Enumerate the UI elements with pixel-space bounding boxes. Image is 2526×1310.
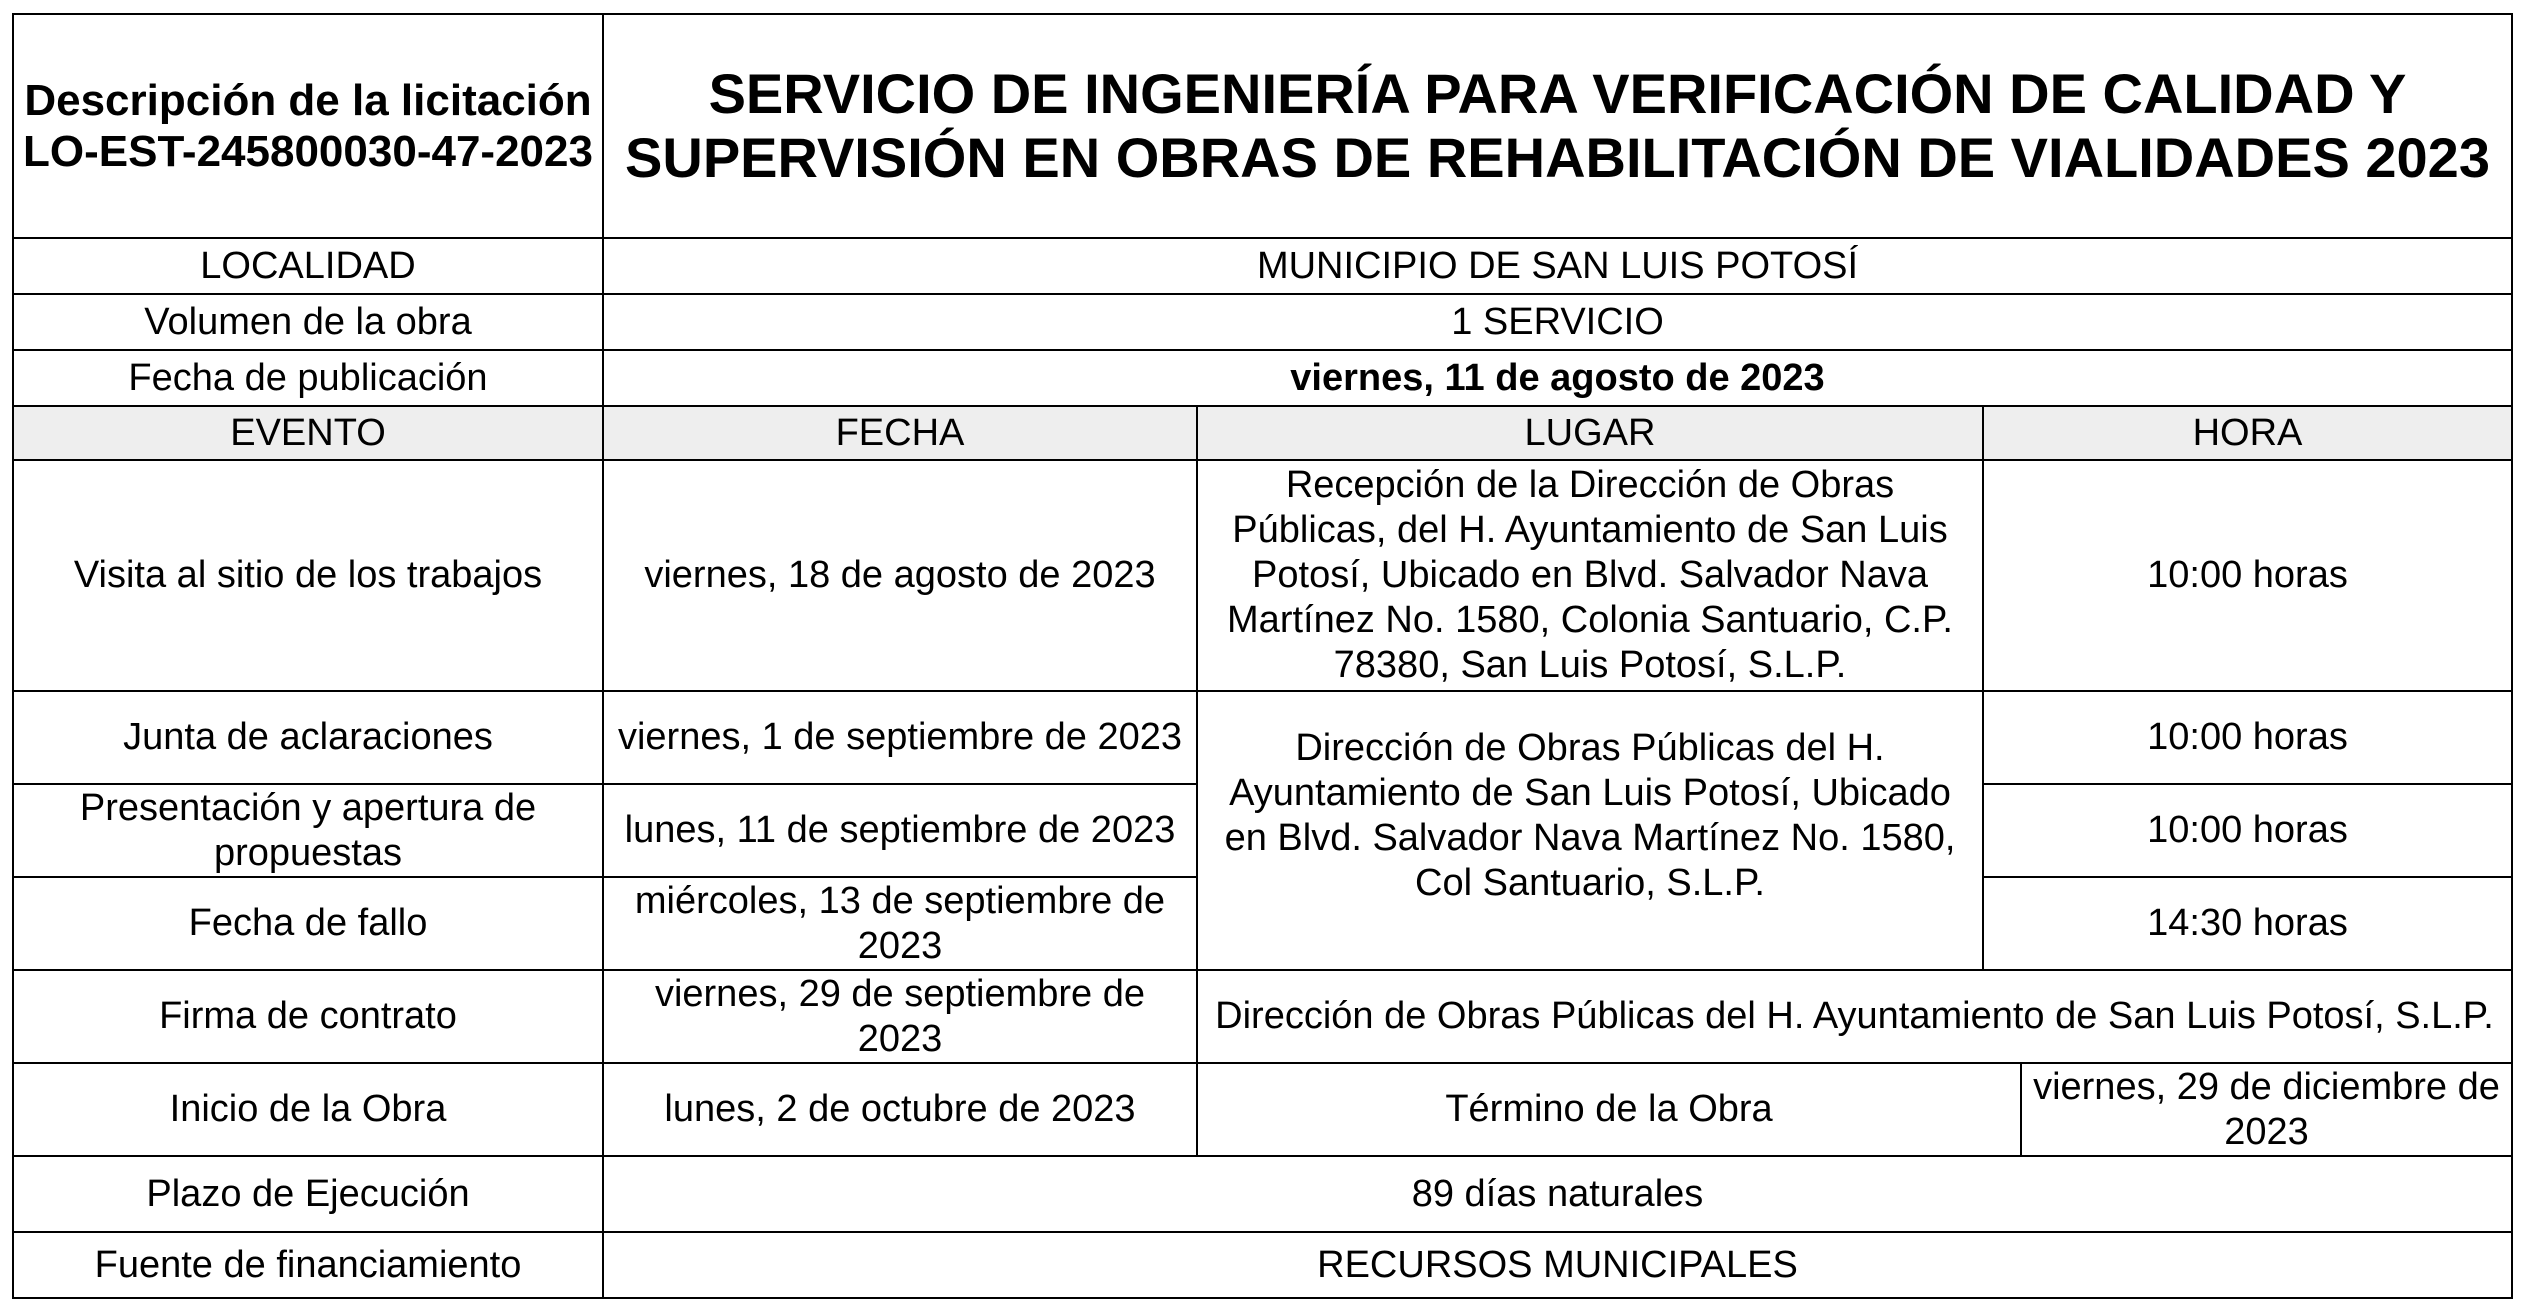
licitacion-table xyxy=(12,13,2513,1299)
localidad-value: MUNICIPIO DE SAN LUIS POTOSÍ xyxy=(603,238,2512,294)
inicio-obra-value: lunes, 2 de octubre de 2023 xyxy=(603,1063,1197,1156)
event-place-shared: Dirección de Obras Públicas del H. Ayuntamiento de San Luis Potosí, Ubicado en Blvd. Salvador Nava Martínez No. 1580, Col Santuario, S.L.P. xyxy=(1197,691,1983,970)
event-time: 10:00 horas xyxy=(1983,784,2512,877)
plazo-label: Plazo de Ejecución xyxy=(13,1156,603,1232)
header-row xyxy=(13,14,2512,238)
events-header-row xyxy=(13,406,2512,460)
volumen-row xyxy=(13,294,2512,350)
column-header-hora: HORA xyxy=(1983,406,2512,460)
plazo-value: 89 días naturales xyxy=(603,1156,2512,1232)
event-name: Junta de aclaraciones xyxy=(13,691,603,784)
event-date: miércoles, 13 de septiembre de 2023 xyxy=(603,877,1197,970)
fuente-row xyxy=(13,1232,2512,1298)
obra-dates-row xyxy=(13,1063,2512,1156)
event-place: Recepción de la Dirección de Obras Públicas, del H. Ayuntamiento de San Luis Potosí, Ubicado en Blvd. Salvador Nava Martínez No. 1580, Colonia Santuario, C.P. 78380, San Luis Potosí, S.L.P. xyxy=(1197,460,1983,691)
event-date: lunes, 11 de septiembre de 2023 xyxy=(603,784,1197,877)
fuente-label: Fuente de financiamiento xyxy=(13,1232,603,1298)
termino-obra-value: viernes, 29 de diciembre de 2023 xyxy=(2021,1063,2512,1156)
event-name: Presentación y apertura de propuestas xyxy=(13,784,603,877)
event-time: 10:00 horas xyxy=(1983,691,2512,784)
event-time: 14:30 horas xyxy=(1983,877,2512,970)
publicacion-label: Fecha de publicación xyxy=(13,350,603,406)
event-name: Firma de contrato xyxy=(13,970,603,1063)
termino-obra-label: Término de la Obra xyxy=(1197,1063,2021,1156)
volumen-value: 1 SERVICIO xyxy=(603,294,2512,350)
licitacion-title: SERVICIO DE INGENIERÍA PARA VERIFICACIÓN DE CALIDAD Y SUPERVISIÓN EN OBRAS DE REHABILITACIÓN DE VIALIDADES 2023 xyxy=(603,14,2512,238)
event-name: Fecha de fallo xyxy=(13,877,603,970)
column-header-evento: EVENTO xyxy=(13,406,603,460)
plazo-row xyxy=(13,1156,2512,1232)
event-time: 10:00 horas xyxy=(1983,460,2512,691)
event-date: viernes, 29 de septiembre de 2023 xyxy=(603,970,1197,1063)
localidad-label: LOCALIDAD xyxy=(13,238,603,294)
event-row-junta xyxy=(13,691,2512,784)
event-place: Dirección de Obras Públicas del H. Ayuntamiento de San Luis Potosí, S.L.P. xyxy=(1197,970,2512,1063)
event-row-visita xyxy=(13,460,2512,691)
fuente-value: RECURSOS MUNICIPALES xyxy=(603,1232,2512,1298)
event-date: viernes, 1 de septiembre de 2023 xyxy=(603,691,1197,784)
publicacion-row xyxy=(13,350,2512,406)
licitacion-description-label: Descripción de la licitación LO-EST-245800030-47-2023 xyxy=(13,14,603,238)
event-name: Visita al sitio de los trabajos xyxy=(13,460,603,691)
event-row-firma xyxy=(13,970,2512,1063)
column-header-lugar: LUGAR xyxy=(1197,406,1983,460)
event-date: viernes, 18 de agosto de 2023 xyxy=(603,460,1197,691)
column-header-fecha: FECHA xyxy=(603,406,1197,460)
publicacion-value: viernes, 11 de agosto de 2023 xyxy=(603,350,2512,406)
volumen-label: Volumen de la obra xyxy=(13,294,603,350)
inicio-obra-label: Inicio de la Obra xyxy=(13,1063,603,1156)
localidad-row xyxy=(13,238,2512,294)
